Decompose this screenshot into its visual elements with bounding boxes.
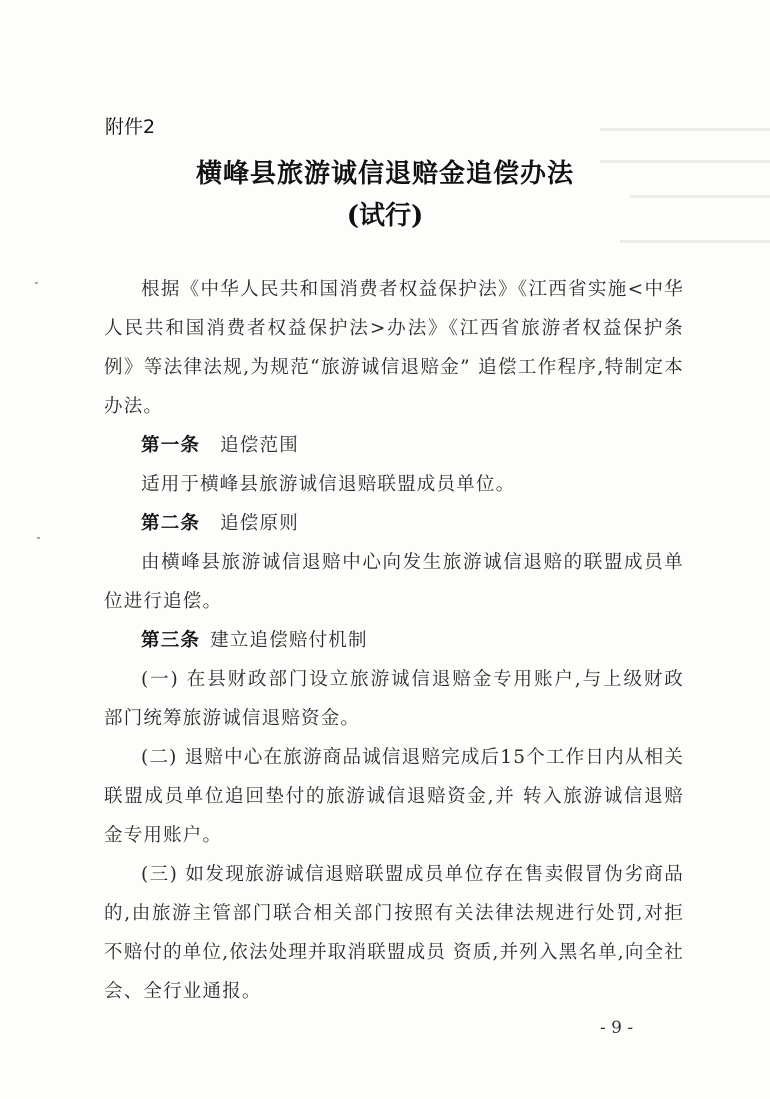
article-number: 第一条 — [141, 435, 201, 456]
page-number: - 9 - — [600, 1018, 634, 1038]
document-title: 横峰县旅游诚信退赔金追偿办法 — [195, 159, 574, 189]
attachment-label: 附件2 — [105, 116, 156, 138]
clause-paragraph: (二) 退赔中心在旅游商品诚信退赔完成后15个工作日内从相关联盟成员单位追回垫付的旅游诚信退赔资金,并 转入旅游诚信退赔金专用账户。 — [104, 747, 684, 846]
clause-paragraph: (一) 在县财政部门设立旅游诚信退赔金专用账户,与上级财政部门统筹旅游诚信退赔资金。 — [104, 669, 684, 729]
bleed-through-mark — [600, 128, 770, 131]
article-heading — [104, 504, 684, 543]
article-title: 追偿原则 — [220, 513, 299, 534]
article-title: 建立追偿赔付机制 — [210, 630, 368, 651]
document-subtitle: (试行) — [346, 201, 424, 231]
body-paragraph: 由横峰县旅游诚信退赔中心向发生旅游诚信退赔的联盟成员单位进行追偿。 — [104, 552, 684, 612]
bleed-through-mark — [620, 240, 770, 243]
article-heading — [104, 426, 684, 465]
article-heading — [104, 621, 684, 660]
article-number: 第二条 — [141, 513, 201, 534]
clause-paragraph: (三) 如发现旅游诚信退赔联盟成员单位存在售卖假冒伪劣商品的,由旅游主管部门联合相关部门按照有关法律法规进行处罚,对拒不赔付的单位,依法处理并取消联盟成员 资质,并列入黑名单,向全社会、全行业通报。 — [104, 864, 684, 1002]
scan-speck — [37, 537, 40, 539]
intro-paragraph: 根据《中华人民共和国消费者权益保护法》《江西省实施<中华人民共和国消费者权益保护法>办法》《江西省旅游者权益保护条例》等法律法规,为规范“旅游诚信退赔金” 追偿工作程序,特制定本办法。 — [104, 279, 684, 417]
article-title: 追偿范围 — [220, 435, 299, 456]
document-body — [104, 270, 684, 1011]
scan-speck — [35, 282, 38, 284]
body-paragraph: 适用于横峰县旅游诚信退赔联盟成员单位。 — [141, 474, 516, 495]
article-number: 第三条 — [141, 630, 201, 651]
